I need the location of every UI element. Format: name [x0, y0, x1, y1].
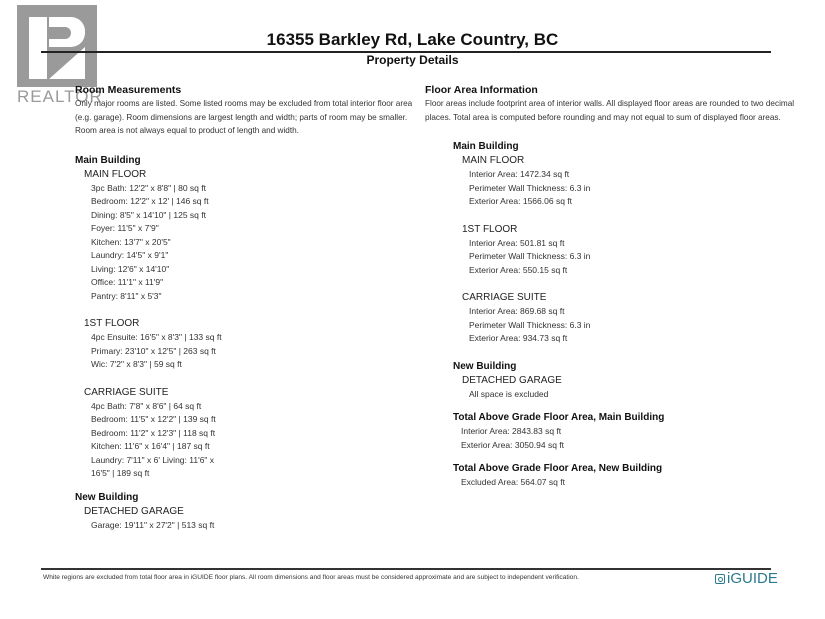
total-line: Excluded Area: 564.07 sq ft [461, 477, 565, 487]
building-name: Main Building [453, 141, 519, 152]
iguide-camera-icon [715, 574, 725, 584]
area-line: Perimeter Wall Thickness: 6.3 in [469, 319, 591, 330]
page-title: 16355 Barkley Rd, Lake Country, BC [266, 30, 559, 49]
area-line: All space is excluded [469, 388, 549, 399]
room-item: Wic: 7'2" x 8'3" | 59 sq ft [91, 359, 182, 369]
room-item: Kitchen: 11'6" x 16'4" | 187 sq ft [91, 441, 210, 451]
area-line: Perimeter Wall Thickness: 6.3 in [469, 182, 591, 193]
room-item: Bedroom: 11'5" x 12'2" | 139 sq ft [91, 414, 216, 424]
floor-name: CARRIAGE SUITE [462, 292, 547, 303]
section-title: Room Measurements [75, 84, 182, 96]
area-line: Exterior Area: 550.15 sq ft [469, 264, 568, 275]
room-item: Foyer: 11'5" x 7'9" [91, 223, 159, 233]
total-title: Total Above Grade Floor Area, Main Building [453, 412, 665, 423]
floor-name: DETACHED GARAGE [462, 374, 562, 386]
floor-name: MAIN FLOOR [84, 168, 147, 180]
room-item: Laundry: 7'11" x 6' Living: 11'6" x [91, 454, 215, 465]
room-item: Garage: 19'11" x 27'2" | 513 sq ft [91, 519, 215, 530]
room-item: Office: 11'1" x 11'9" [91, 277, 164, 287]
section-title: Floor Area Information [425, 84, 538, 96]
building-name: Main Building [75, 154, 141, 166]
room-item: Pantry: 8'11" x 5'3" [91, 290, 162, 301]
room-item: Laundry: 14'5" x 9'1" [91, 250, 169, 260]
room-item: 4pc Bath: 7'8" x 8'6" | 64 sq ft [91, 400, 202, 411]
floor-name: DETACHED GARAGE [84, 505, 184, 517]
floor-name: CARRIAGE SUITE [84, 386, 169, 398]
area-line: Exterior Area: 934.73 sq ft [469, 333, 568, 343]
area-line: Interior Area: 501.81 sq ft [469, 237, 565, 248]
page-subtitle: Property Details [366, 53, 459, 67]
area-line: Interior Area: 869.68 sq ft [469, 306, 565, 316]
room-item: 3pc Bath: 12'2" x 8'8" | 80 sq ft [91, 182, 206, 193]
floor-name: 1ST FLOOR [84, 318, 140, 329]
room-item: Dining: 8'5" x 14'10" | 125 sq ft [91, 209, 206, 220]
building-name: New Building [453, 360, 517, 372]
area-line: Perimeter Wall Thickness: 6.3 in [469, 251, 591, 261]
floor-name: MAIN FLOOR [462, 155, 525, 166]
room-measurements-section [47, 84, 427, 532]
footer-divider [41, 568, 771, 570]
total-line: Exterior Area: 3050.94 sq ft [461, 439, 565, 450]
area-line: Exterior Area: 1566.06 sq ft [469, 196, 573, 206]
room-item: Kitchen: 13'7" x 20'5" [91, 236, 171, 247]
section-description: Only major rooms are listed. Some listed rooms may be excluded from total interior floor area (e.g. garage). Room dimensions are largest length and width; parts of room may be smaller. Room area is not always equal to product of length and width. [75, 99, 413, 135]
room-item: 4pc Ensuite: 16'5" x 8'3" | 133 sq ft [91, 332, 222, 342]
floor-area-section [425, 84, 795, 490]
total-line: Interior Area: 2843.83 sq ft [461, 426, 562, 436]
floor-name: 1ST FLOOR [462, 223, 518, 235]
room-item: Living: 12'6" x 14'10" [91, 263, 170, 274]
iguide-brand-text: iGUIDE [727, 570, 778, 587]
room-item: Primary: 23'10" x 12'5" | 263 sq ft [91, 345, 216, 356]
building-name: New Building [75, 491, 139, 503]
room-item: 16'5" | 189 sq ft [91, 468, 150, 478]
room-item: Bedroom: 11'2" x 12'3" | 118 sq ft [91, 427, 216, 438]
realtor-watermark-text: REALTOR [17, 87, 103, 106]
iguide-logo [715, 570, 778, 587]
section-description: Floor areas include footprint area of interior walls. All displayed floor areas are rounded to two decimal places. Total area is computed before rounding and may not equal to sum of displayed floor areas. [425, 99, 795, 122]
footer-disclaimer: White regions are excluded from total floor area in iGUIDE floor plans. All room dimensions and floor areas must be considered approximate and are subject to independent verification. [43, 574, 579, 581]
room-item: Bedroom: 12'2" x 12' | 146 sq ft [91, 196, 209, 206]
total-title: Total Above Grade Floor Area, New Building [453, 463, 663, 474]
area-line: Interior Area: 1472.34 sq ft [469, 169, 570, 179]
